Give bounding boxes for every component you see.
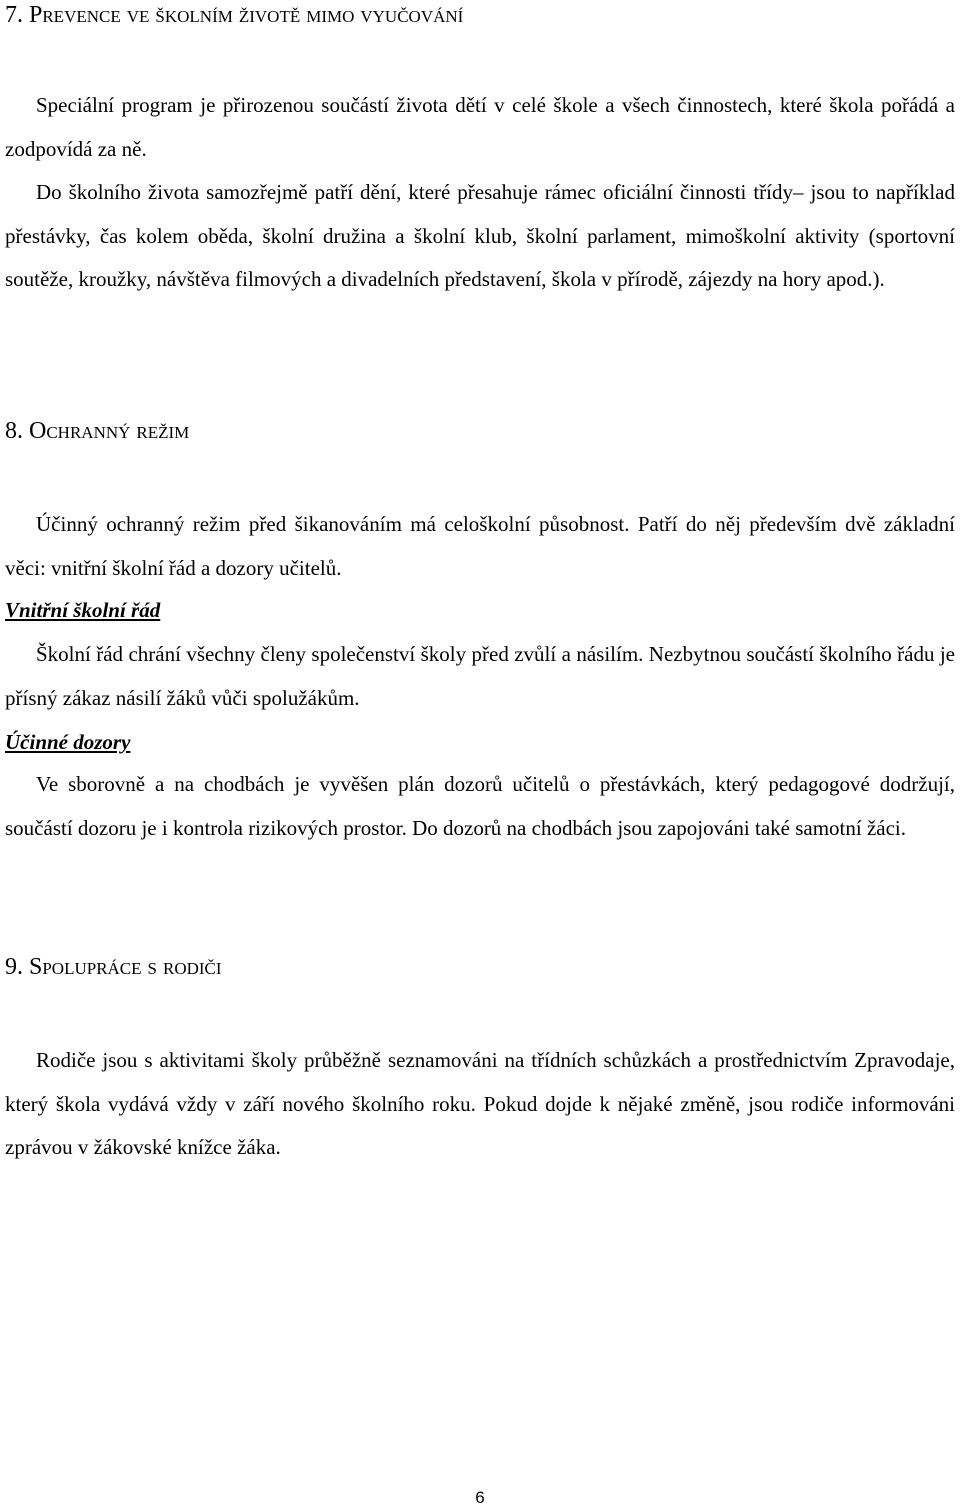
section-7-number: 7. — [5, 2, 23, 28]
section-7-paragraph-2: Do školního života samozřejmě patří dění, které přesahuje rámec oficiální činnosti třídy– jsou to například přestávky, čas kolem oběda, školní družina a školní klub, školní parlament, mimoškolní aktivity (sportovní soutěže, kroužky, návštěva filmových a divadelních představení, škola v přírodě, zájezdy na hory apod.). — [5, 180, 955, 291]
section-7-title: Prevence ve školním životě mimo vyučování — [29, 2, 464, 28]
section-7-paragraph-1: Speciální program je přirozenou součástí života dětí v celé škole a všech činnostech, které škola pořádá a zodpovídá za ně. — [5, 93, 955, 161]
page-number: 6 — [475, 1488, 485, 1507]
section-8-intro: Účinný ochranný režim před šikanováním má celoškolní působnost. Patří do něj především dvě základní věci: vnitřní školní řád a dozory učitelů. — [5, 512, 955, 580]
section-9-title: Spolupráce s rodiči — [29, 954, 222, 980]
section-9-paragraph-1: Rodiče jsou s aktivitami školy průběžně seznamováni na třídních schůzkách a prostřednictvím Zpravodaje, který škola vydává vždy v září nového školního roku. Pokud dojde k nějaké změně, jsou rodiče informováni zprávou v žákovské knížce žáka. — [5, 1048, 955, 1159]
subsection-heading-vnitrni-rad: Vnitřní školní řád — [5, 598, 161, 622]
section-8-title: Ochranný režim — [29, 418, 190, 444]
section-7-heading — [5, 2, 463, 29]
subsection-heading-ucinne-dozory: Účinné dozory — [5, 730, 131, 754]
section-8-number: 8. — [5, 418, 23, 444]
section-9-heading — [5, 954, 222, 981]
section-9-number: 9. — [5, 954, 23, 980]
subsection-text-vnitrni-rad: Školní řád chrání všechny členy společenství školy před zvůlí a násilím. Nezbytnou součástí školního řádu je přísný zákaz násilí žáků vůči spolužákům. — [5, 642, 955, 710]
subsection-text-ucinne-dozory: Ve sborovně a na chodbách je vyvěšen plán dozorů učitelů o přestávkách, který pedagogové dodržují, součástí dozoru je i kontrola rizikových prostor. Do dozorů na chodbách jsou zapojováni také samotní žáci. — [5, 772, 955, 840]
section-8-heading — [5, 418, 189, 445]
